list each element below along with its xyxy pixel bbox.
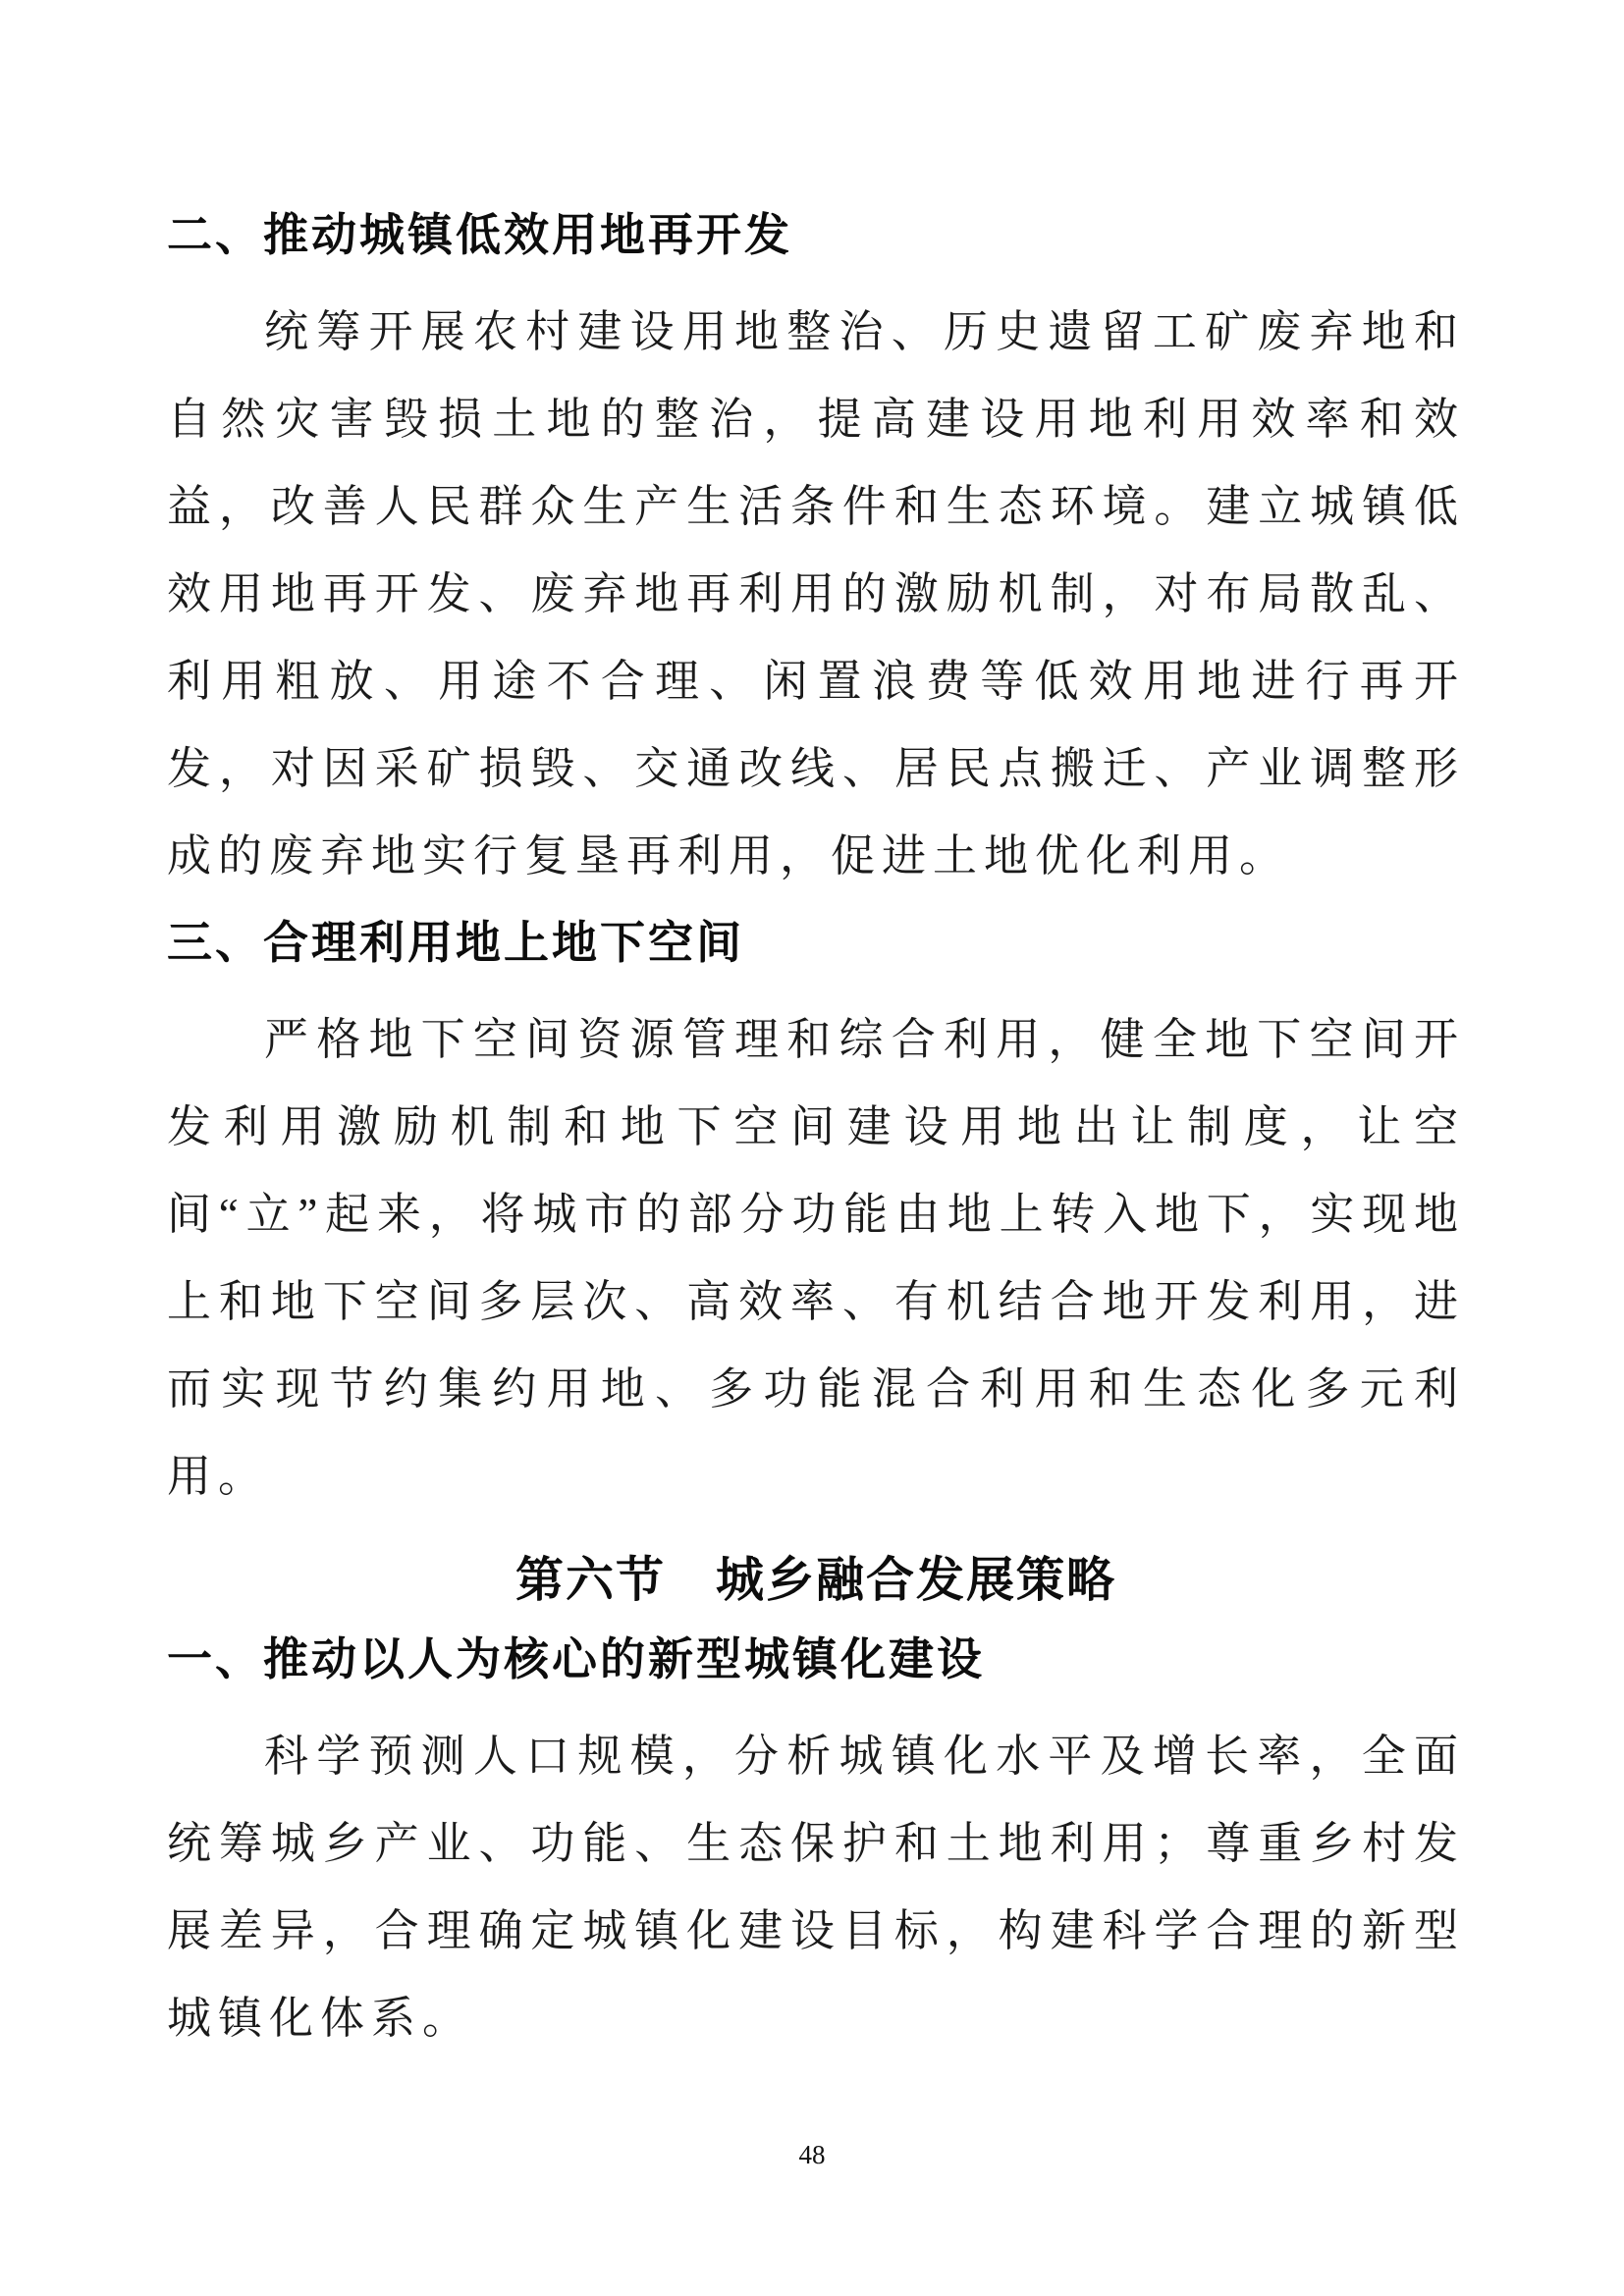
paragraph-underground-space: 严格地下空间资源管理和综合利用，健全地下空间开发利用激励机制和地下空间建设用地出让制度，让空间“立”起来，将城市的部分功能由地上转入地下，实现地上和地下空间多层次、高效率、有机结合地开发利用，进而实现节约集约用地、多功能混合利用和生态化多元利用。 — [167, 1015, 1465, 1501]
page-content — [167, 192, 1465, 2062]
paragraph-new-urbanization: 科学预测人口规模，分析城镇化水平及增长率，全面统筹城乡产业、功能、生态保护和土地利用；尊重乡村发展差异，合理确定城镇化建设目标，构建科学合理的新型城镇化体系。 — [167, 1732, 1465, 2043]
page-number: 48 — [798, 2140, 826, 2169]
paragraph-urban-land-redevelopment: 统筹开展农村建设用地整治、历史遗留工矿废弃地和自然灾害毁损土地的整治，提高建设用地利用效率和效益，改善人民群众生产生活条件和生态环境。建立城镇低效用地再开发、废弃地再利用的激励机制，对布局散乱、利用粗放、用途不合理、闲置浪费等低效用地进行再开发，对因采矿损毁、交通改线、居民点搬迁、产业调整形成的废弃地实行复垦再利用，促进土地优化利用。 — [167, 307, 1465, 881]
heading-urban-land-redevelopment: 二、推动城镇低效用地再开发 — [167, 209, 792, 260]
heading-new-urbanization: 一、推动以人为核心的新型城镇化建设 — [167, 1633, 985, 1684]
section-title-urban-rural-integration: 第六节 城乡融合发展策略 — [514, 1554, 1116, 1607]
heading-underground-space: 三、合理利用地上地下空间 — [167, 917, 744, 968]
